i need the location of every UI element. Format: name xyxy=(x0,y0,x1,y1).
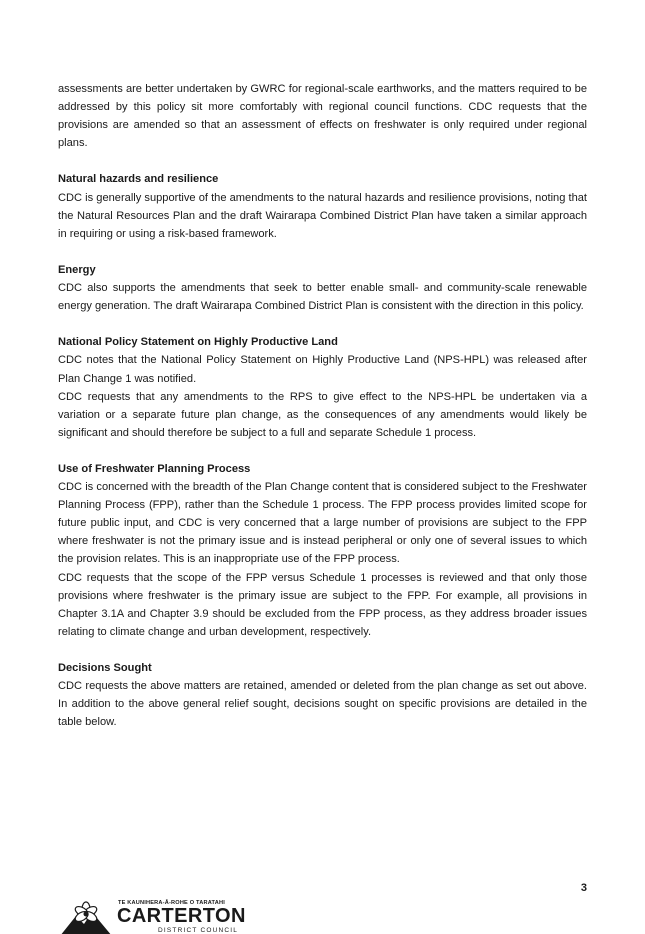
heading-freshwater-planning: Use of Freshwater Planning Process xyxy=(58,462,251,475)
logo-name: CARTERTON xyxy=(117,905,246,927)
paragraph: CDC requests that any amendments to the RPS to give effect to the NPS-HPL be undertaken via a variation or a separate future plan change, as the consequences of any amendments would likely be significant and should therefore be subject to a full and separate Schedule 1 process. xyxy=(58,390,587,439)
paragraph: CDC also supports the amendments that seek to better enable small- and community-scale renewable energy generation. The draft Wairarapa Combined District Plan is consistent with the direction in this policy. xyxy=(58,282,587,313)
paragraph: CDC requests that the scope of the FPP versus Schedule 1 processes is reviewed and that only those provisions where freshwater is the primary issue are subject to the FPP. For example, all provisions in Chapter 3.1A and Chapter 3.9 should be excluded from the FPP process, as they address broader issues relating to climate change and urban development, respectively. xyxy=(58,571,587,638)
page-number: 3 xyxy=(580,882,587,894)
logo-subtitle: DISTRICT COUNCIL xyxy=(158,927,239,934)
heading-decisions-sought: Decisions Sought xyxy=(58,662,152,674)
paragraph: CDC notes that the National Policy Statement on Highly Productive Land (NPS-HPL) was released after Plan Change 1 was notified. xyxy=(58,354,587,385)
paragraph: CDC requests the above matters are retained, amended or deleted from the plan change as set out above. In addition to the above general relief sought, decisions sought on specific provisions are detailed in the table below. xyxy=(58,680,587,729)
paragraph: assessments are better undertaken by GWRC for regional-scale earthworks, and the matters required to be addressed by this policy sit more comfortably with regional council functions. CDC requests that the provisions are amended so that an assessment of effects on freshwater is only required under regional plans. xyxy=(58,83,587,150)
paragraph: CDC is concerned with the breadth of the Plan Change content that is considered subject to the Freshwater Planning Process (FPP), rather than the Schedule 1 process. The FPP process provides limited scope for future public input, and CDC is very concerned that a large number of provisions are subject to the FPP where freshwater is not the primary issue and is instead peripheral or only one of several issues to which the provision relates. This is an inappropriate use of the FPP process. xyxy=(58,481,587,566)
logo-tagline: TE KAUNIHERA-Ā-ROHE O TARATAHI xyxy=(118,900,225,906)
council-logo xyxy=(58,898,258,934)
heading-energy: Energy xyxy=(58,263,96,276)
document-body xyxy=(58,80,587,731)
flower-mountain-logo-icon xyxy=(58,900,114,934)
paragraph: CDC is generally supportive of the amendments to the natural hazards and resilience provisions, noting that the Natural Resources Plan and the draft Wairarapa Combined District Plan have taken a similar approach in requiring or using a risk-based framework. xyxy=(58,191,587,240)
heading-nps-hpl: National Policy Statement on Highly Productive Land xyxy=(58,336,338,349)
heading-natural-hazards: Natural hazards and resilience xyxy=(58,173,219,186)
